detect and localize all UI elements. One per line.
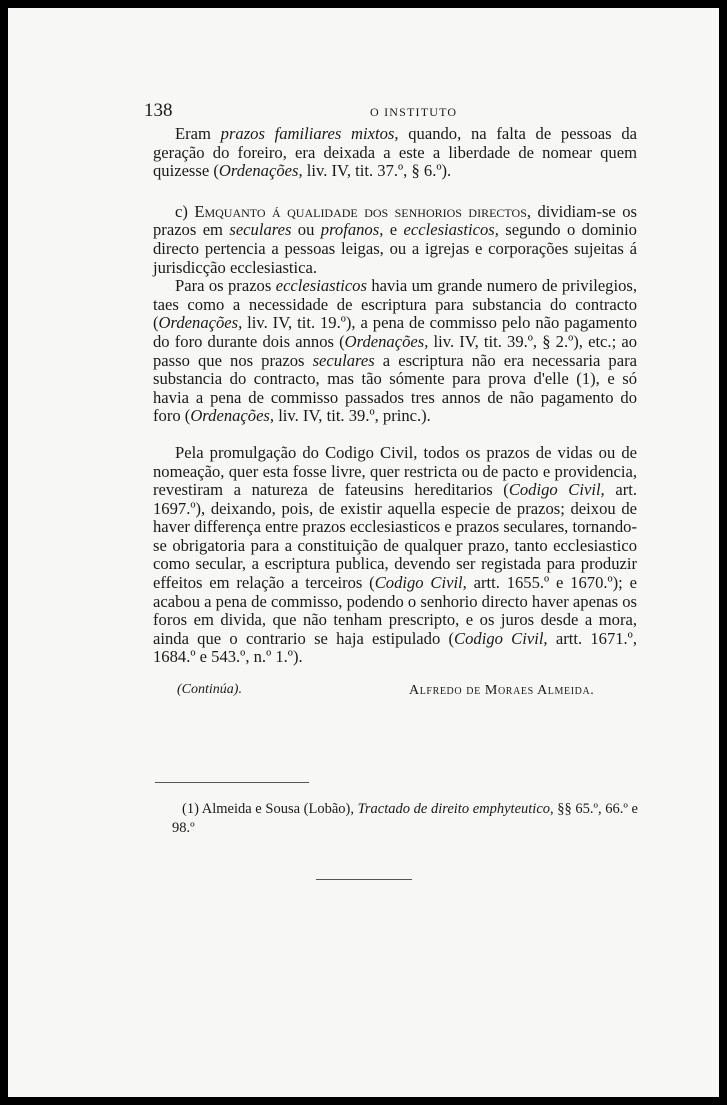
italic-term: prazos familiares mixtos, (220, 124, 399, 143)
text: liv. IV, tit. 19.º), a pena de commisso pelo não pagamento do foro durante dois annos ( (153, 313, 637, 351)
text: a escriptura não era necessaria para substancia do contracto, mas tão sómente para prova d'elle (1), e só havia a pena de commisso passados tres annos de não pagamento do foro ( (153, 350, 637, 426)
text: liv. IV, tit. 37.º, § 6.º). (302, 161, 452, 181)
text: artt. 1655.º e 1670.º); e acabou a pena de commisso, podendo o senhorio directo haver apenas os foros em divida, que não tenham prescripto, e os juros desde a mora, ainda que o contrario se haja estipulado ( (153, 573, 637, 648)
article-body (153, 125, 637, 701)
page-number: 138 (144, 100, 173, 121)
italic-term: ecclesiasticos (275, 276, 367, 296)
paragraph-qualidade-senhorios (153, 203, 637, 277)
text: c) (175, 201, 195, 221)
section-heading: Emquanto á qualidade dos senhorios directos, (194, 201, 532, 221)
text: liv. IV, tit. 39.º, princ.). (274, 406, 431, 426)
text: dividiam-se os prazos em (153, 201, 637, 240)
text: Para os prazos (175, 276, 276, 296)
text: Eram (175, 124, 221, 143)
text: ou (291, 220, 321, 240)
italic-citation: Codigo Civil, (374, 573, 467, 593)
footnote (172, 800, 638, 838)
italic-citation: Ordenações, (190, 406, 275, 426)
italic-title: Tractado de direito emphyteutico, (357, 801, 554, 817)
running-title: O INSTITUTO (370, 105, 458, 119)
page-header (144, 100, 644, 124)
italic-citation: Ordenações, (218, 161, 303, 181)
paragraph-prazos-mixtos (153, 125, 637, 181)
italic-term: seculares (229, 220, 292, 240)
text: art. 1697.º), deixando, pois, de existir aquella especie de prazos; deixou de haver differença entre prazos ecclesiasticos e prazos seculares, tornando-se obrigatoria para a constituição de qualquer prazo, tanto ecclesiastico como secular, a escriptura publica, devendo ser registada para produzir effeitos em relação a terceiros ( (153, 480, 637, 593)
italic-citation: Codigo Civil, (454, 628, 548, 648)
paragraph-privilegios (153, 277, 637, 426)
continua-label: (Continúa). (177, 682, 242, 698)
footnote-divider (155, 782, 309, 783)
text: segundo o dominio directo pertencia a pessoas leigas, ou a igrejas e corporações sujeitas á jurisdicção ecclesiastica. (153, 220, 637, 277)
italic-term: seculares (312, 350, 375, 370)
italic-citation: Codigo Civil, (508, 480, 605, 500)
signature-line (153, 681, 637, 701)
text: e (383, 220, 404, 240)
italic-term: ecclesiasticos, (403, 220, 499, 240)
author-name: Alfredo de Moraes Almeida. (409, 683, 595, 699)
footnote-1 (172, 800, 638, 838)
text: Pela promulgação do Codigo Civil, todos os prazos de vidas ou de nomeação, quer esta fosse livre, quer restricta ou de pacto e providencia, revestiram a natureza de fateusins hereditarios ( (153, 442, 637, 500)
italic-term: profanos, (320, 220, 384, 240)
text: quando, na falta de pessoas da geração do foreiro, era deixada a este a liberdade de nomear quem quizesse ( (153, 124, 637, 181)
text: artt. 1671.º, 1684.º e 543.º, n.º 1.º). (153, 628, 637, 667)
paragraph-codigo-civil (153, 444, 637, 667)
text: §§ 65.º, 66.º e 98.º (172, 801, 638, 836)
text: havia um grande numero de privilegios, taes como a necessidade de escriptura para substancia do contracto ( (153, 276, 637, 333)
text: (1) Almeida e Sousa (Lobão), (182, 801, 358, 817)
end-rule (316, 879, 412, 880)
italic-citation: Ordenações, (344, 331, 429, 351)
text: liv. IV, tit. 39.º, § 2.º), etc.; ao passo que nos prazos (153, 331, 637, 370)
italic-citation: Ordenações, (158, 313, 243, 333)
